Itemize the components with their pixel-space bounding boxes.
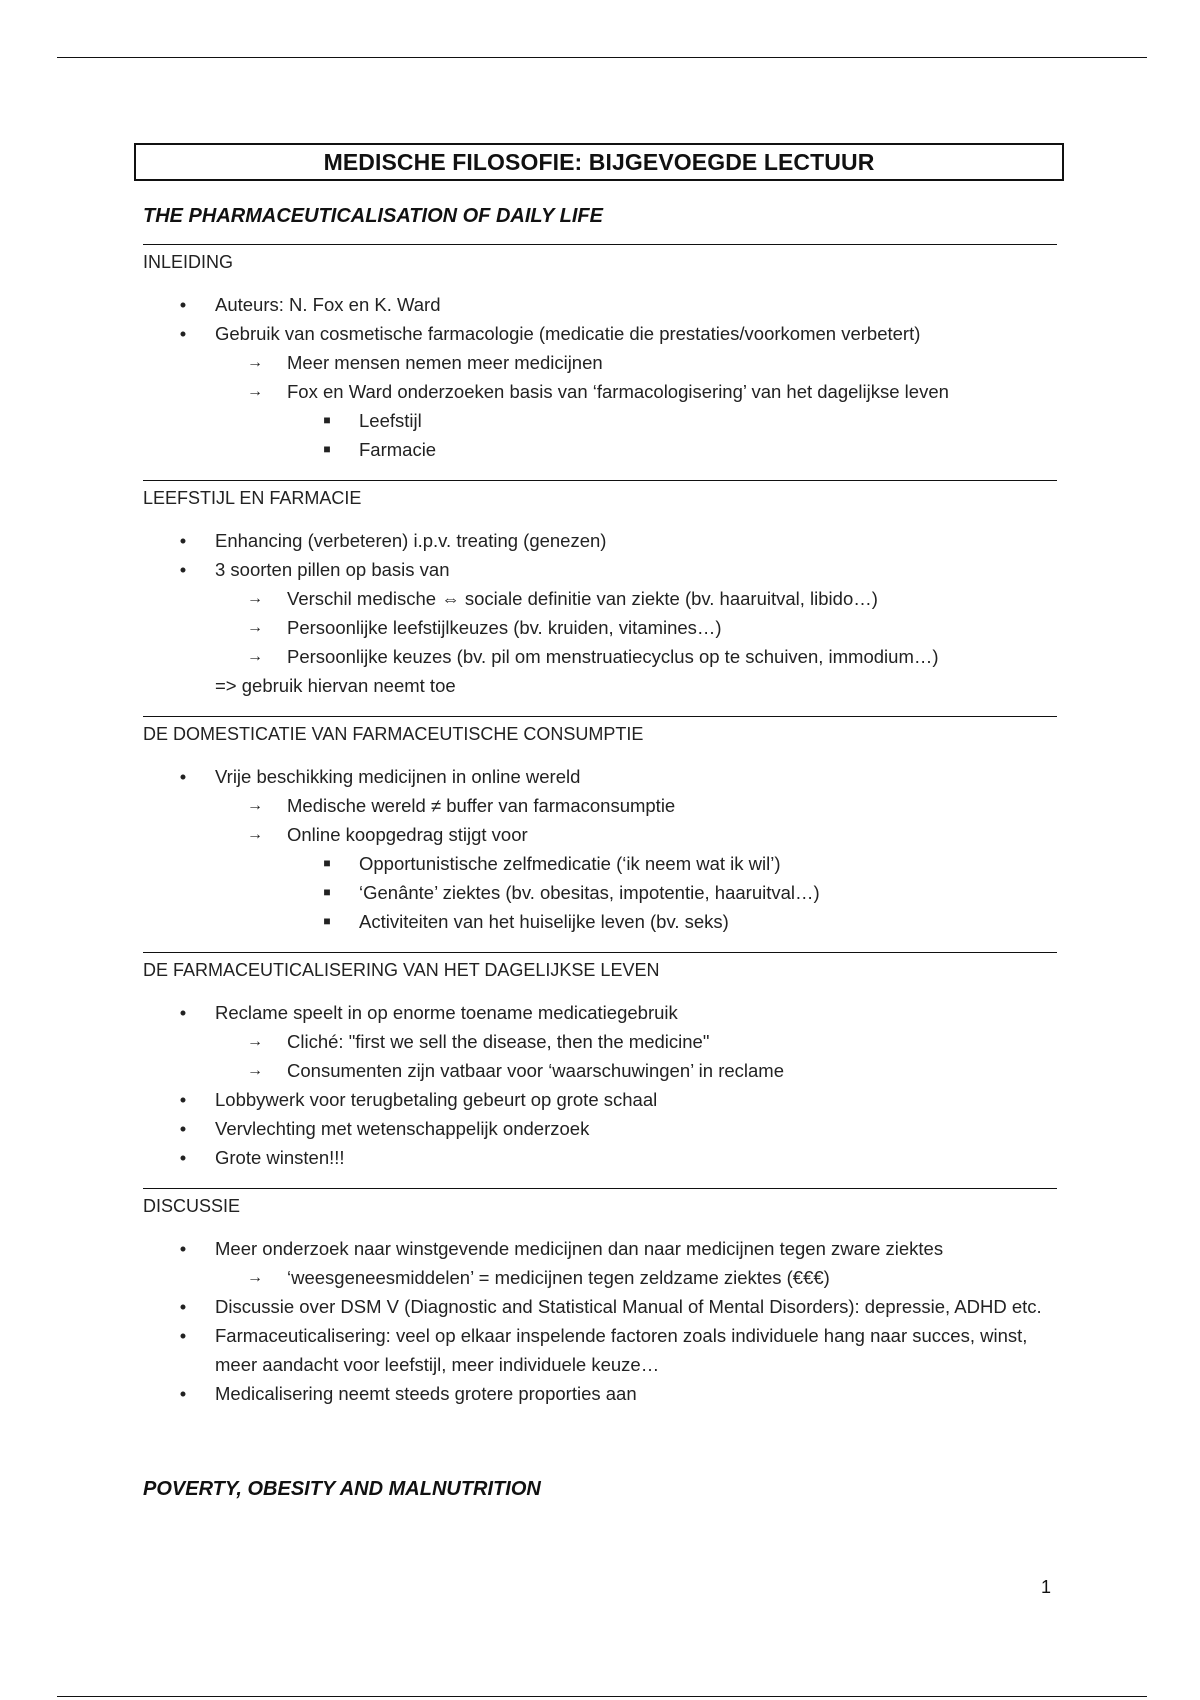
article-title: THE PHARMACEUTICALISATION OF DAILY LIFE (143, 205, 603, 227)
item-text: ‘weesgeneesmiddelen’ = medicijnen tegen zeldzame ziektes (€€€) (287, 1267, 830, 1288)
bullet-icon: • (179, 1002, 187, 1023)
item-text: Persoonlijke leefstijlkeuzes (bv. kruiden, vitamines…) (287, 617, 722, 638)
item-text: Vrije beschikking medicijnen in online wereld (215, 766, 581, 787)
arrow-item (143, 1056, 1057, 1085)
subsection-heading: DE DOMESTICATIE VAN FARMACEUTISCHE CONSUMPTIE (143, 716, 1057, 746)
arrow-item (143, 613, 1057, 642)
bullet-item (143, 1321, 1057, 1379)
item-text: Meer mensen nemen meer medicijnen (287, 352, 603, 373)
arrow-item (143, 642, 1057, 671)
bullet-icon: ■ (323, 413, 331, 427)
square-item (143, 406, 1057, 435)
arrow-icon: → (247, 648, 263, 665)
square-item (143, 907, 1057, 936)
item-text: Enhancing (verbeteren) i.p.v. treating (genezen) (215, 530, 607, 551)
item-list (143, 290, 1057, 464)
bullet-icon: ■ (323, 885, 331, 899)
bullet-item (143, 555, 1057, 584)
arrow-item (143, 348, 1057, 377)
arrow-icon: → (247, 826, 263, 843)
subsection (143, 716, 1057, 936)
page-top-rule (57, 57, 1147, 58)
subsection-heading: INLEIDING (143, 244, 1057, 274)
item-text: Farmaceuticalisering: veel op elkaar inspelende factoren zoals individuele hang naar succes, winst, meer aandacht voor leefstijl, meer individuele keuze… (215, 1325, 1028, 1375)
square-item (143, 435, 1057, 464)
bullet-item (143, 1292, 1057, 1321)
article-sections (134, 244, 1064, 1408)
bullet-item (143, 319, 1057, 348)
next-article-title: POVERTY, OBESITY AND MALNUTRITION (143, 1478, 541, 1500)
arrow-item (143, 820, 1057, 849)
item-text: Fox en Ward onderzoeken basis van ‘farmacologisering’ van het dagelijkse leven (287, 381, 949, 402)
arrow-icon: → (247, 1062, 263, 1079)
item-text: ‘Genânte’ ziektes (bv. obesitas, impotentie, haaruitval…) (359, 882, 820, 903)
bullet-item (143, 1114, 1057, 1143)
item-text: Opportunistische zelfmedicatie (‘ik neem wat ik wil’) (359, 853, 781, 874)
bullet-item (143, 290, 1057, 319)
item-text: Auteurs: N. Fox en K. Ward (215, 294, 441, 315)
item-text: Meer onderzoek naar winstgevende medicijnen dan naar medicijnen tegen zware ziektes (215, 1238, 944, 1259)
bullet-item (143, 1234, 1057, 1263)
bullet-icon: • (179, 294, 187, 315)
arrow-icon: → (247, 1033, 263, 1050)
arrow-icon: → (247, 383, 263, 400)
document-title: MEDISCHE FILOSOFIE: BIJGEVOEGDE LECTUUR (134, 143, 1064, 181)
bullet-item (143, 762, 1057, 791)
item-list (143, 526, 1057, 700)
arrow-item (143, 1027, 1057, 1056)
bullet-icon: • (179, 1118, 187, 1139)
subsection (143, 1188, 1057, 1408)
subsection (143, 244, 1057, 464)
bullet-item (143, 1379, 1057, 1408)
bullet-icon: • (179, 766, 187, 787)
bullet-icon: ■ (323, 914, 331, 928)
arrow-item (143, 377, 1057, 406)
bullet-item (143, 526, 1057, 555)
square-item (143, 878, 1057, 907)
bullet-item (143, 1143, 1057, 1172)
item-text: Reclame speelt in op enorme toename medicatiegebruik (215, 1002, 678, 1023)
item-list (143, 762, 1057, 936)
item-text: Leefstijl (359, 410, 422, 431)
note-line (143, 671, 1057, 700)
subsection-heading: LEEFSTIJL EN FARMACIE (143, 480, 1057, 510)
subsection (143, 952, 1057, 1172)
item-list (143, 1234, 1057, 1408)
subsection (143, 480, 1057, 700)
bullet-icon: ■ (323, 856, 331, 870)
item-text: Farmacie (359, 439, 437, 460)
page-bottom-rule (57, 1696, 1147, 1697)
arrow-icon: → (247, 797, 263, 814)
subsection-heading: DE FARMACEUTICALISERING VAN HET DAGELIJKSE LEVEN (143, 952, 1057, 982)
subsection-heading: DISCUSSIE (143, 1188, 1057, 1218)
bullet-icon: ■ (323, 442, 331, 456)
page-number: 1 (1041, 1577, 1052, 1597)
item-text: Gebruik van cosmetische farmacologie (medicatie die prestaties/voorkomen verbetert) (215, 323, 921, 344)
bullet-icon: • (179, 1089, 187, 1110)
item-text: Medicalisering neemt steeds grotere proporties aan (215, 1383, 637, 1404)
document-body (134, 143, 1064, 1501)
arrow-icon: → (247, 590, 263, 607)
bullet-icon: • (179, 1238, 187, 1259)
bullet-icon: • (179, 323, 187, 344)
bullet-icon: • (179, 1296, 187, 1317)
item-text: Online koopgedrag stijgt voor (287, 824, 528, 845)
bullet-icon: • (179, 1383, 187, 1404)
bullet-item (143, 1085, 1057, 1114)
item-text: Medische wereld ≠ buffer van farmaconsumptie (287, 795, 676, 816)
item-text: Lobbywerk voor terugbetaling gebeurt op grote schaal (215, 1089, 658, 1110)
arrow-icon: → (247, 354, 263, 371)
item-text: Cliché: "first we sell the disease, then the medicine" (287, 1031, 710, 1052)
item-list (143, 998, 1057, 1172)
square-item (143, 849, 1057, 878)
item-text: Verschil medische ⇔ sociale definitie van ziekte (bv. haaruitval, libido…) (287, 588, 878, 609)
arrow-item (143, 1263, 1057, 1292)
bullet-icon: • (179, 559, 187, 580)
arrow-icon: → (247, 619, 263, 636)
item-text: Grote winsten!!! (215, 1147, 345, 1168)
bullet-item (143, 998, 1057, 1027)
item-text: => gebruik hiervan neemt toe (215, 675, 456, 696)
item-text: Discussie over DSM V (Diagnostic and Statistical Manual of Mental Disorders): depressie, ADHD etc. (215, 1296, 1042, 1317)
bullet-icon: • (179, 1325, 187, 1346)
item-text: Vervlechting met wetenschappelijk onderzoek (215, 1118, 590, 1139)
item-text: 3 soorten pillen op basis van (215, 559, 450, 580)
arrow-icon: → (247, 1269, 263, 1286)
bullet-icon: • (179, 1147, 187, 1168)
arrow-item (143, 584, 1057, 613)
item-text: Persoonlijke keuzes (bv. pil om menstruatiecyclus op te schuiven, immodium…) (287, 646, 939, 667)
bullet-icon: • (179, 530, 187, 551)
item-text: Consumenten zijn vatbaar voor ‘waarschuwingen’ in reclame (287, 1060, 785, 1081)
item-text: Activiteiten van het huiselijke leven (bv. seks) (359, 911, 729, 932)
arrow-item (143, 791, 1057, 820)
